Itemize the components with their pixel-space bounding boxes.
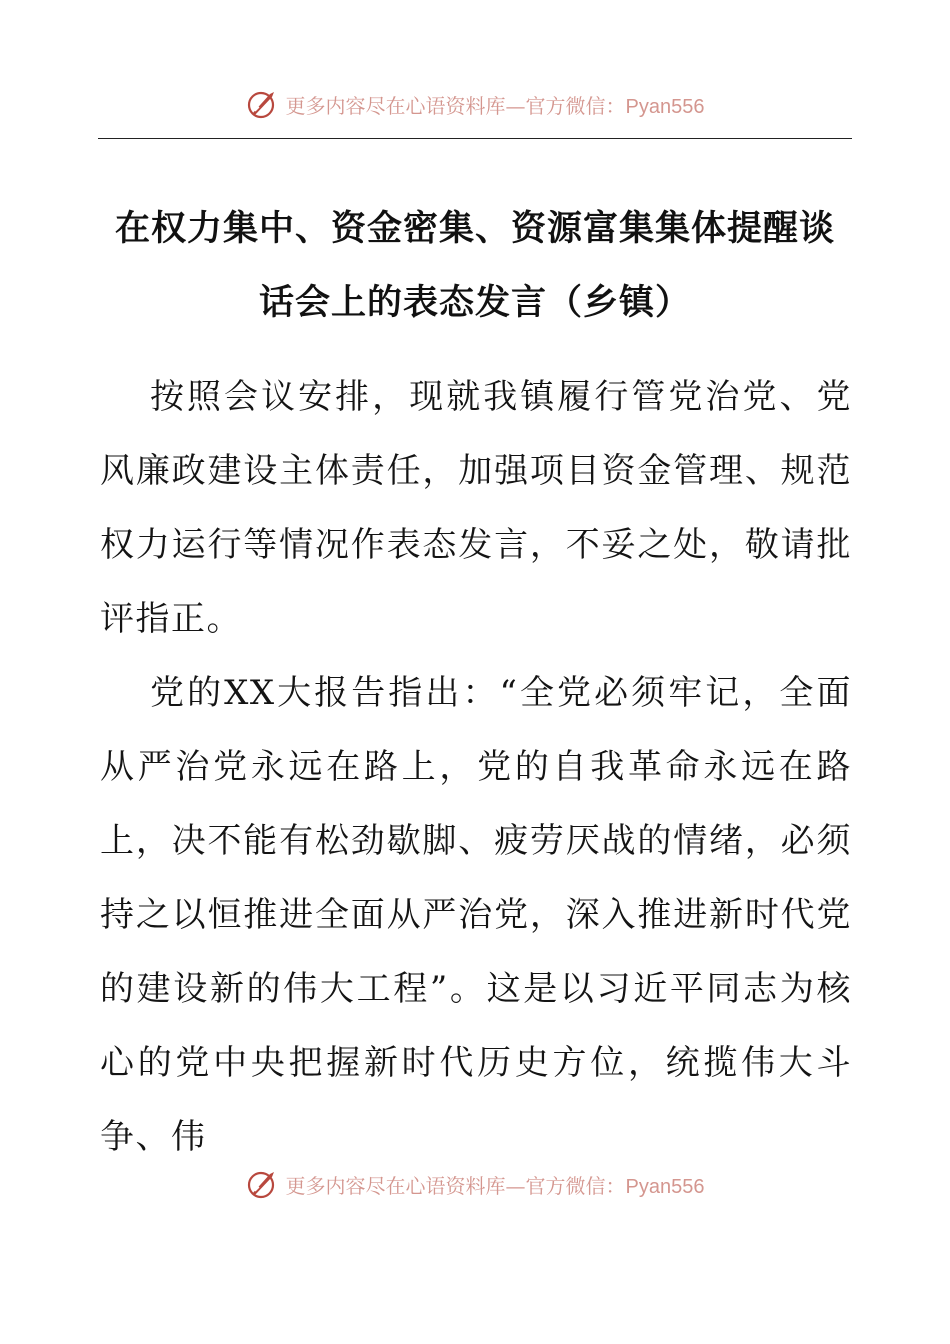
header-banner-label: 更多内容尽在心语资料库—官方微信： <box>285 93 626 118</box>
header-divider <box>98 138 852 139</box>
document-title: 在权力集中、资金密集、资源富集集体提醒谈话会上的表态发言（乡镇） <box>114 209 835 323</box>
pen-quill-logo-icon <box>246 1167 280 1201</box>
pen-quill-logo-icon <box>246 87 280 121</box>
footer-banner-contact: Pyan556 <box>625 1175 705 1198</box>
body-paragraph-1: 按照会议安排，现就我镇履行管党治党、党风廉政建设主体责任，加强项目资金管理、规范权力运行等情况作表态发言，不妥之处，敬请批评指正。 <box>100 377 852 639</box>
header-banner-contact: Pyan556 <box>625 95 705 118</box>
footer-banner <box>0 1164 950 1204</box>
footer-banner-text <box>286 1170 705 1199</box>
body-paragraph-2: 党的XX大报告指出：“全党必须牢记，全面从严治党永远在路上，党的自我革命永远在路上，决不能有松劲歇脚、疲劳厌战的情绪，必须持之以恒推进全面从严治党，深入推进新时代党的建设新的伟大工程”。这是以习近平同志为核心的党中央把握新时代历史方位，统揽伟大斗争、伟 <box>100 673 852 1157</box>
header-banner <box>0 84 950 124</box>
document-body <box>100 360 852 1174</box>
footer-banner-label: 更多内容尽在心语资料库—官方微信： <box>285 1173 626 1198</box>
header-banner-text <box>286 90 705 119</box>
